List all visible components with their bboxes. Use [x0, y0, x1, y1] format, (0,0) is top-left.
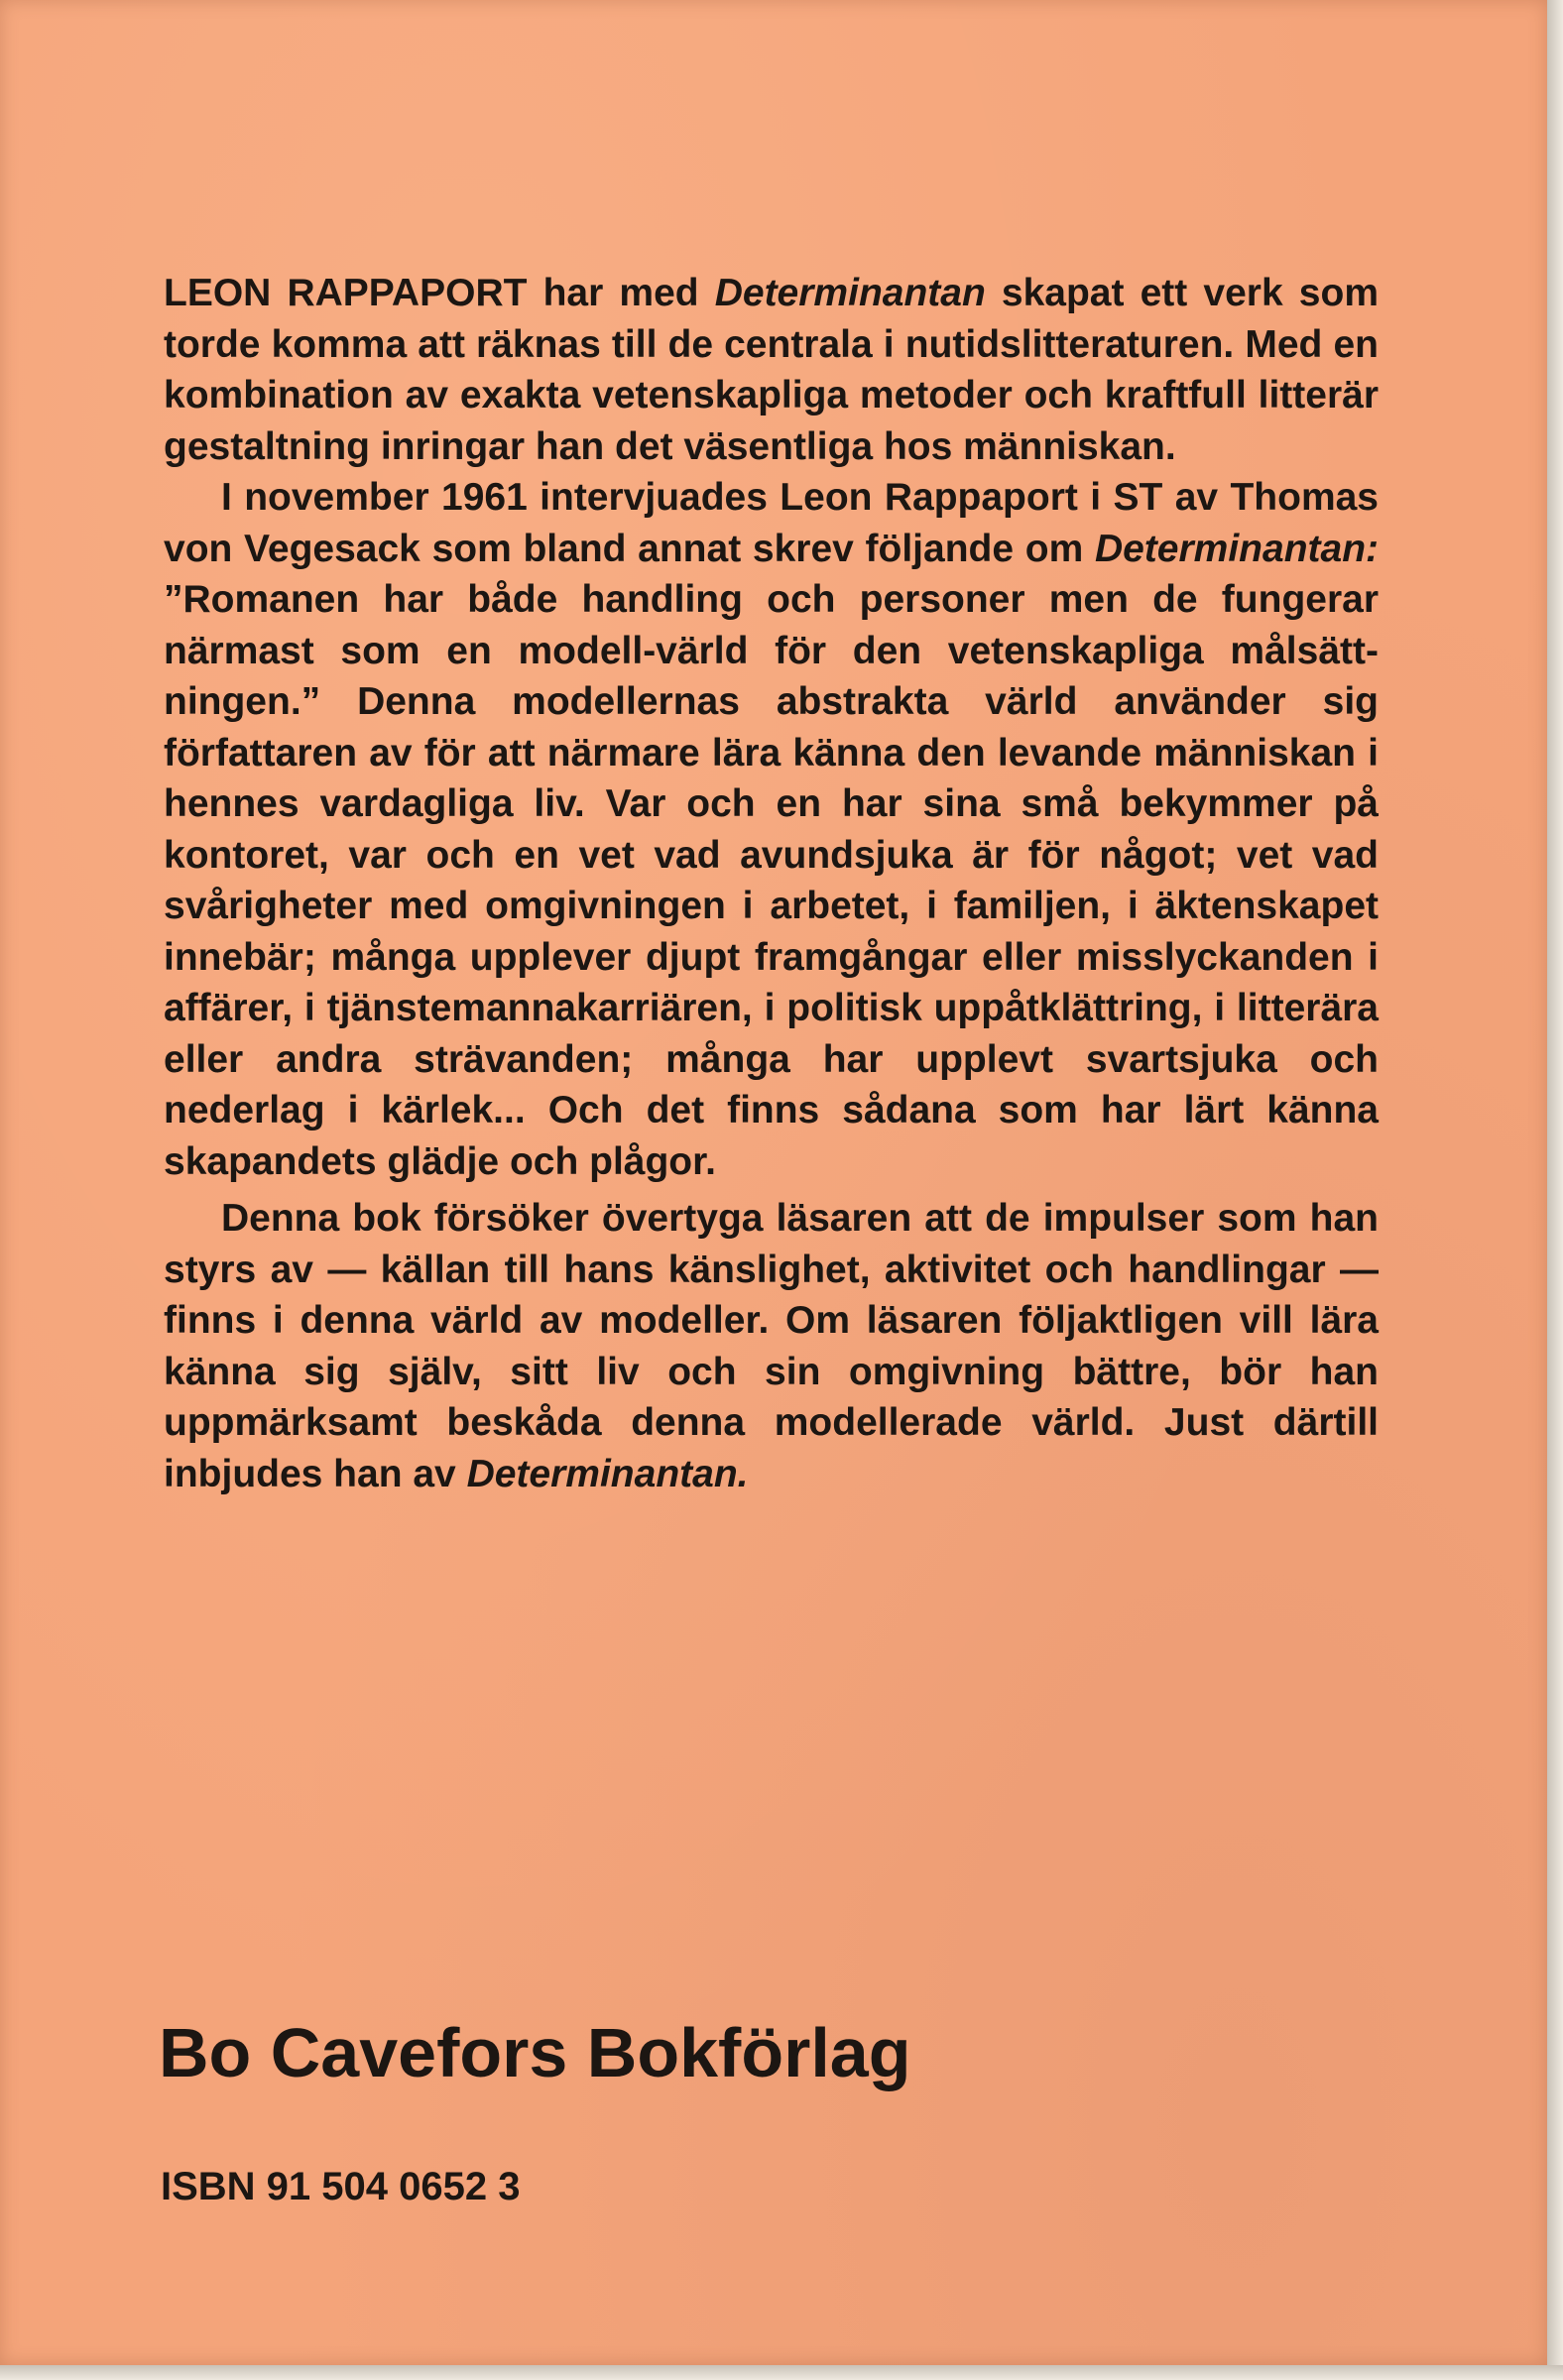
blurb-segment: Denna bok försöker övertyga läsaren att de impulser som han styrs av — källan till hans känslighet, aktivitet och handlingar — finns i denna värld av modeller. Om läsaren följaktligen vill lära känna sig själv, sitt liv och sin omgivning bättre, bör han uppmärksamt beskåda denna modellerade värld. Just därtill inbjudes han av: [164, 1197, 1379, 1495]
isbn-number: ISBN 91 504 0652 3: [161, 2165, 521, 2208]
blurb-segment: LEON RAPPAPORT har med: [164, 272, 715, 314]
blurb-segment: I november 1961 intervjuades Leon Rappaport i ST av Thomas von Vegesack som bland annat skrev följande om: [164, 476, 1379, 570]
book-title-italic: Determinantan:: [1094, 527, 1379, 570]
blurb-paragraph-3: [164, 1193, 1379, 1499]
scan-edge-bottom: [0, 2365, 1563, 2380]
book-title-italic: Determinantan: [714, 272, 986, 314]
blurb-paragraph-1: [164, 268, 1379, 472]
blurb-paragraph-2: [164, 472, 1379, 1187]
blurb-text: [164, 268, 1379, 1499]
blurb-segment: skapat ett verk som torde komma att räknas till de centrala i nutidslitteraturen. Med en kombination av exakta vetenskapliga metoder och kraftfull litterär gestaltning inringar han det väsentliga hos människan.: [164, 272, 1379, 468]
publisher-name: Bo Cavefors Bokförlag: [159, 2014, 911, 2091]
book-title-italic: Determinantan.: [466, 1452, 749, 1495]
blurb-segment: ”Romanen har både handling och personer men de fungerar närmast som en modell-värld för den vetenskapliga målsättningen.” Denna modellernas abstrakta värld använder sig författaren av för att närmare lära känna den levande människan i hennes vardagliga liv. Var och en har sina små bekymmer på kontoret, var och en vet vad avundsjuka är för något; vet vad svårigheter med omgivningen i arbetet, i familjen, i äktenskapet innebär; många upplever djupt framgångar eller misslyckanden i affärer, i tjänstemannakarriären, i politisk uppåtklättring, i litterära eller andra strävanden; många har upplevt svartsjuka och nederlag i kärlek... Och det finns sådana som har lärt känna skapandets glädje och plågor.: [164, 578, 1379, 1183]
scan-edge-right: [1547, 0, 1563, 2380]
